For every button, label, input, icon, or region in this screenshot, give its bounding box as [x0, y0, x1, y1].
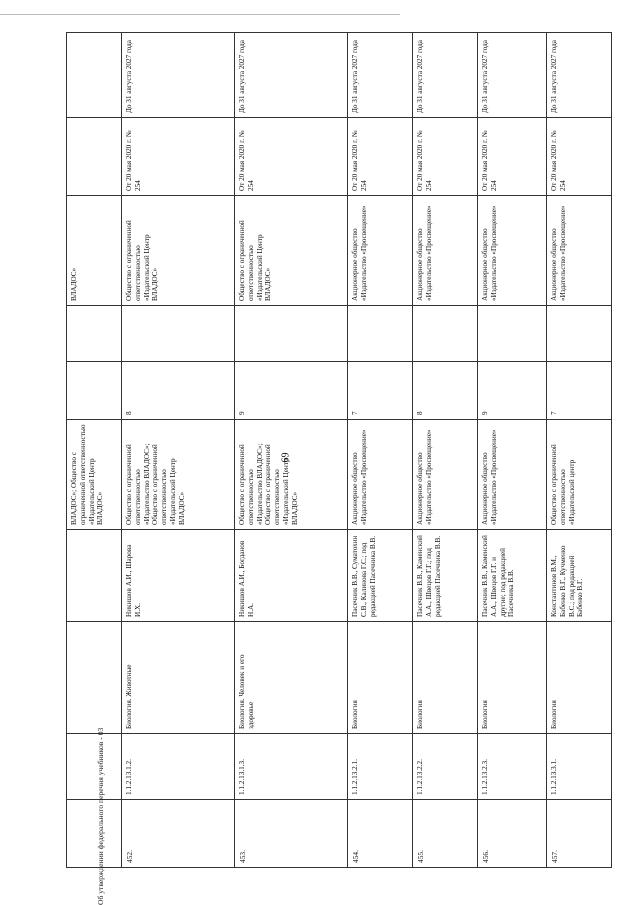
period-cell: До 31 августа 2027 года — [348, 33, 413, 118]
authors-cell: Пасечник В.В., Каменский А.А., Швецов Г.Г.; под редакцией Пасечника В.В. — [413, 530, 478, 622]
order-cell — [67, 118, 122, 196]
publisher-alt-cell: Общество с ограниченной ответственностью «Издательский Центр ВЛАДОС» — [122, 196, 235, 306]
period-cell: До 31 августа 2027 года — [122, 33, 235, 118]
empty-cell — [413, 306, 478, 362]
subject-cell: Биология — [348, 622, 413, 734]
page-number: 69 — [280, 452, 292, 463]
publisher-cell: Общество с ограниченной ответственностью «Издательский центр — [547, 420, 612, 530]
table-row — [67, 33, 122, 868]
publisher-cell: Акционерное общество «Издательство «Просвещение» — [413, 420, 478, 530]
row-number: 454. — [348, 800, 413, 868]
grade-cell: 9 — [478, 362, 547, 420]
code-cell: 1.1.2.13.3.1. — [547, 734, 612, 800]
publisher-cell: ВЛАДОС»; Общество с ограниченной ответственностью «Издательский Центр ВЛАДОС» — [67, 420, 122, 530]
grade-cell: 8 — [122, 362, 235, 420]
row-number: 457. — [547, 800, 612, 868]
order-cell: От 20 мая 2020 г. № 254 — [235, 118, 348, 196]
authors-cell — [67, 530, 122, 622]
order-cell: От 20 мая 2020 г. № 254 — [413, 118, 478, 196]
empty-cell — [547, 306, 612, 362]
row-number: 452. — [122, 800, 235, 868]
textbook-table — [66, 32, 612, 868]
publisher-alt-cell: Акционерное общество «Издательство «Просвещение» — [348, 196, 413, 306]
subject-cell: Биология — [478, 622, 547, 734]
period-cell: До 31 августа 2027 года — [547, 33, 612, 118]
publisher-alt-cell: Акционерное общество «Издательство «Просвещение» — [413, 196, 478, 306]
subject-cell — [67, 622, 122, 734]
empty-cell — [478, 306, 547, 362]
authors-cell: Пасечник В.В., Каменский А.А., Швецов Г.Г. и другие; под редакцией Пасечника В.В. — [478, 530, 547, 622]
subject-cell: Биология — [547, 622, 612, 734]
order-cell: От 20 мая 2020 г. № 254 — [478, 118, 547, 196]
publisher-alt-cell: ВЛАДОС» — [67, 196, 122, 306]
authors-cell: Никишов А.И., Богданов Н.А. — [235, 530, 348, 622]
grade-cell: 8 — [413, 362, 478, 420]
code-cell: 1.1.2.13.2.2. — [413, 734, 478, 800]
period-cell — [67, 33, 122, 118]
publisher-alt-cell: Акционерное общество «Издательство «Просвещение» — [547, 196, 612, 306]
publisher-cell: Общество с ограниченной ответственностью «Издательство ВЛАДОС»; Общество с ограниченной ответственностью «Издательский Центр ВЛАДОС» — [122, 420, 235, 530]
period-cell: До 31 августа 2027 года — [413, 33, 478, 118]
subject-cell: Биология. Животные — [122, 622, 235, 734]
period-cell: До 31 августа 2027 года — [235, 33, 348, 118]
publisher-cell: Общество с ограниченной ответственностью «Издательство ВЛАДОС»; Общество с ограниченной ответственностью «Издательский Центр ВЛАДОС» — [235, 420, 348, 530]
table-row — [547, 33, 612, 868]
authors-cell: Константинов В.М., Бабенко В.Г., Кучменко В.С.; под редакцией Бабенко В.Г. — [547, 530, 612, 622]
grade-cell: 7 — [547, 362, 612, 420]
row-number: 455. — [413, 800, 478, 868]
order-cell: От 20 мая 2020 г. № 254 — [348, 118, 413, 196]
code-cell: 1.1.2.13.1.2. — [122, 734, 235, 800]
top-rule — [0, 14, 400, 15]
table-row — [235, 33, 348, 868]
table-row — [478, 33, 547, 868]
empty-cell — [67, 306, 122, 362]
row-number: 453. — [235, 800, 348, 868]
order-cell: От 20 мая 2020 г. № 254 — [122, 118, 235, 196]
empty-cell — [122, 306, 235, 362]
empty-cell — [235, 306, 348, 362]
code-cell: 1.1.2.13.2.3. — [478, 734, 547, 800]
order-cell: От 20 мая 2020 г. № 254 — [547, 118, 612, 196]
grade-cell: 7 — [348, 362, 413, 420]
code-cell: 1.1.2.13.1.3. — [235, 734, 348, 800]
subject-cell: Биология. Человек и его здоровье — [235, 622, 348, 734]
empty-cell — [348, 306, 413, 362]
code-cell — [67, 734, 122, 800]
authors-cell: Пасечник В.В., Суматохин С.В., Калинова Г.С.; под редакцией Пасечника В.В. — [348, 530, 413, 622]
grade-cell: 9 — [235, 362, 348, 420]
table-row — [348, 33, 413, 868]
publisher-alt-cell: Общество с ограниченной ответственностью «Издательский Центр ВЛАДОС» — [235, 196, 348, 306]
grade-cell — [67, 362, 122, 420]
footer-text: Об утверждении федерального перечня учебников - 03 — [96, 727, 105, 905]
table-row — [122, 33, 235, 868]
period-cell: До 31 августа 2027 года — [478, 33, 547, 118]
publisher-alt-cell: Акционерное общество «Издательство «Просвещение» — [478, 196, 547, 306]
subject-cell: Биология — [413, 622, 478, 734]
table-row — [413, 33, 478, 868]
table-sheet — [66, 33, 585, 868]
row-number — [67, 800, 122, 868]
publisher-cell: Акционерное общество «Издательство «Просвещение» — [478, 420, 547, 530]
code-cell: 1.1.2.13.2.1. — [348, 734, 413, 800]
row-number: 456. — [478, 800, 547, 868]
authors-cell: Никишов А.И., Шарова И.Х. — [122, 530, 235, 622]
publisher-cell: Акционерное общество «Издательство «Просвещение» — [348, 420, 413, 530]
